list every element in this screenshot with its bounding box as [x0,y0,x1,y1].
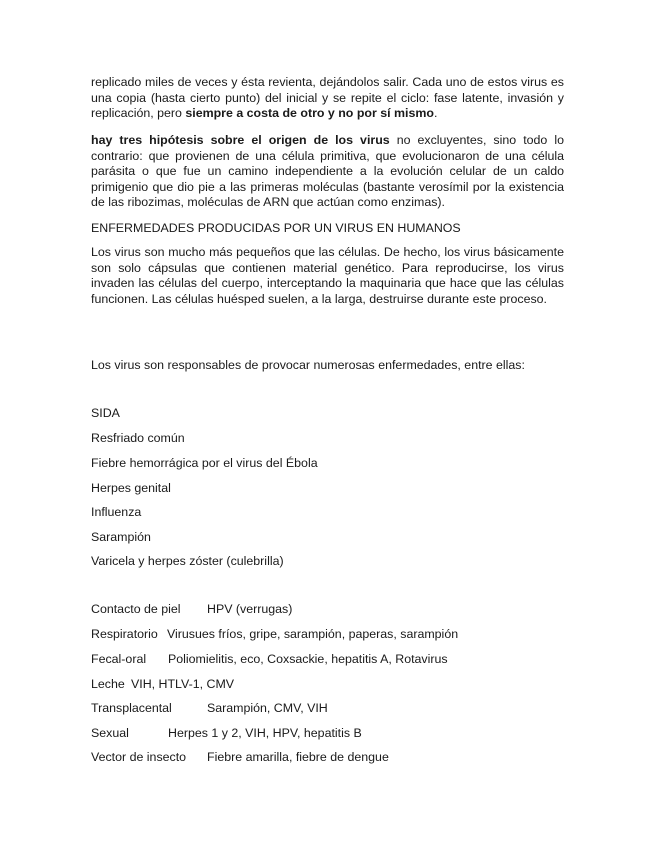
paragraph-virus-size: Los virus son mucho más pequeños que las células. De hecho, los virus básicamente son solo cápsulas que contienen material genético. Para reproducirse, los virus invaden las células del cuerpo, interceptando la maquinaria que hace que las células funcionen. Las células huésped suelen, a la larga, destruirse durante este proceso. [91,245,564,306]
transmission-route: Contacto de piel [91,602,181,616]
transmission-row [91,677,235,692]
transmission-viruses: HPV (verrugas) [207,602,293,616]
transmission-row [91,602,293,617]
transmission-viruses: Poliomielitis, eco, Coxsackie, hepatitis A, Rotavirus [168,652,448,666]
disease-item: Resfriado común [91,431,185,445]
transmission-route: Leche [91,677,125,691]
transmission-route: Vector de insecto [91,750,187,764]
transmission-row [91,750,389,765]
transmission-viruses: Virusues fríos, gripe, sarampión, paperas, sarampión [167,627,459,641]
paragraph-replication-text: replicado miles de veces y ésta revienta, dejándolos salir. Cada uno de estos virus es una copia (hasta cierto punto) del inicial y se repite el ciclo: fase latente, invasión y replicación, pero [91,75,564,121]
disease-item: Varicela y herpes zóster (culebrilla) [91,554,284,568]
transmission-route: Transplacental [91,701,172,715]
paragraph-origin-hypotheses [91,133,564,211]
paragraph-replication-end: . [433,106,438,121]
transmission-row [91,701,328,716]
paragraph-origin-bold: hay tres hipótesis sobre el origen de los virus [91,133,390,147]
paragraph-replication-bold: siempre a costa de otro y no por sí mismo [185,106,434,121]
disease-item: Herpes genital [91,481,171,495]
section-heading: ENFERMEDADES PRODUCIDAS POR UN VIRUS EN HUMANOS [91,221,461,235]
transmission-row [91,627,459,642]
transmission-viruses: Fiebre amarilla, fiebre de dengue [207,750,389,764]
disease-item: Influenza [91,505,142,519]
transmission-route: Respiratorio [91,627,158,641]
disease-item: SIDA [91,406,120,420]
transmission-viruses: Herpes 1 y 2, VIH, HPV, hepatitis B [168,726,362,740]
transmission-viruses: Sarampión, CMV, VIH [207,701,328,715]
disease-item: Fiebre hemorrágica por el virus del Ébola [91,456,318,470]
paragraph-origin-text: no excluyentes, sino todo lo contrario: que provienen de una célula primitiva, que evolucionaron de una célula parásita o que fue un camino independiente a la evolución celular de un caldo primigenio que dio pie a las primeras moléculas (bastante verosímil por la existencia de las ribozimas, moléculas de ARN que actúan como enzimas). [91,133,564,210]
transmission-viruses: VIH, HTLV-1, CMV [131,677,235,691]
transmission-row [91,652,448,667]
paragraph-replication [91,75,564,122]
diseases-intro: Los virus son responsables de provocar numerosas enfermedades, entre ellas: [91,358,525,372]
transmission-row [91,726,362,741]
disease-item: Sarampión [91,530,151,544]
transmission-route: Fecal-oral [91,652,147,666]
transmission-route: Sexual [91,726,129,740]
